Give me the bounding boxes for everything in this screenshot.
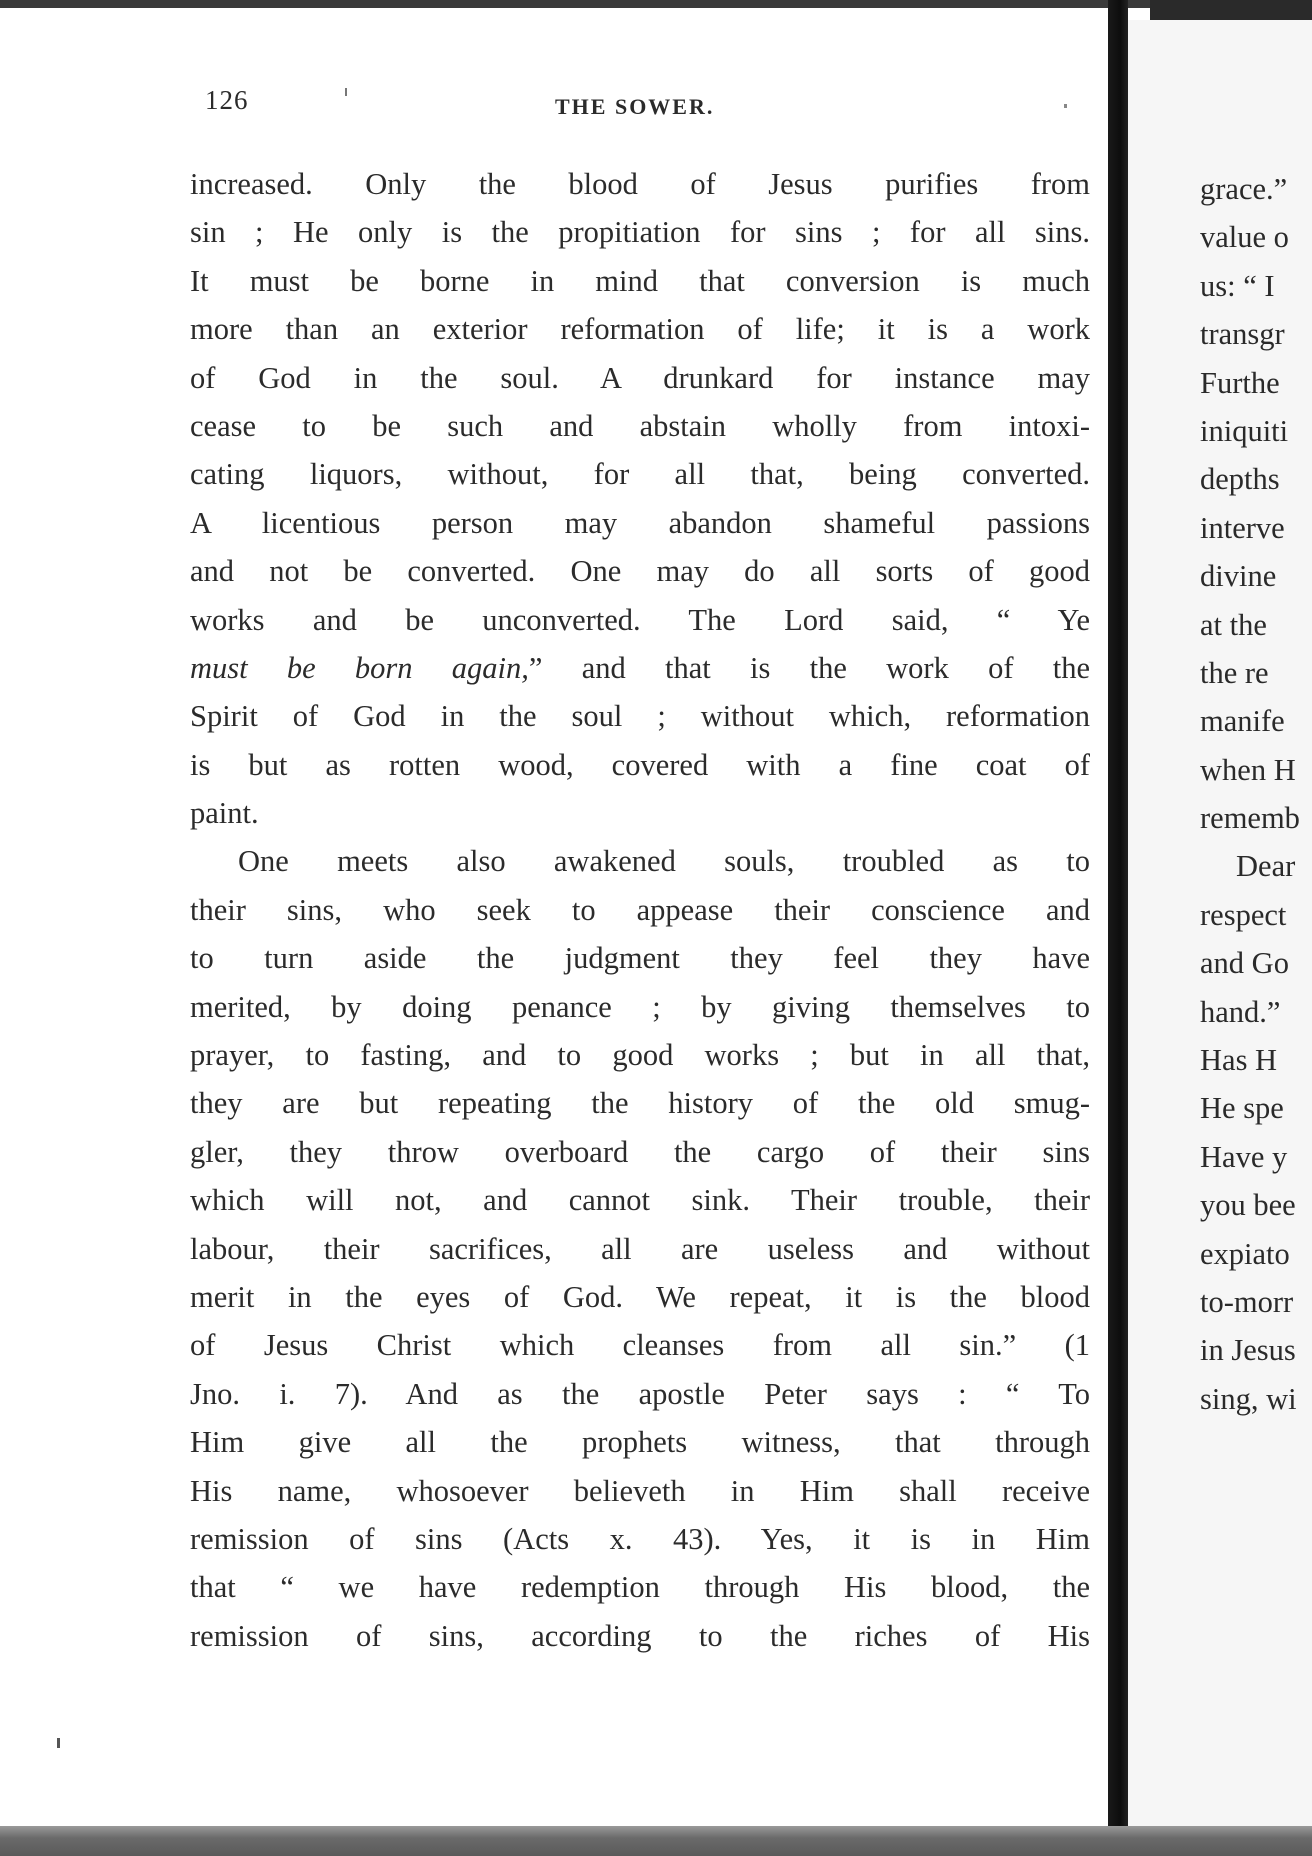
text-line: expiato bbox=[1200, 1236, 1290, 1271]
text-line: to-morr bbox=[1200, 1284, 1294, 1319]
text-line: remission of sins, according to the riches of His bbox=[190, 1618, 1090, 1653]
italic-quote: must be born again, bbox=[190, 650, 529, 685]
text-line: paint. bbox=[190, 796, 259, 831]
text-line: Spirit of God in the soul ; without which, reformation bbox=[190, 699, 1090, 734]
text-line: more than an exterior reformation of life; it is a work bbox=[190, 312, 1090, 347]
text-line: Jno. i. 7). And as the apostle Peter says : “ To bbox=[190, 1376, 1090, 1411]
left-page-body bbox=[190, 160, 1090, 1660]
text-line: sin ; He only is the propitiation for sins ; for all sins. bbox=[190, 215, 1090, 250]
text-line: Furthe bbox=[1200, 365, 1280, 400]
book-gutter bbox=[1108, 0, 1128, 1856]
text-line: cating liquors, without, for all that, being converted. bbox=[190, 457, 1090, 492]
text-line: which will not, and cannot sink. Their trouble, their bbox=[190, 1183, 1090, 1218]
text-line: and Go bbox=[1200, 946, 1289, 981]
text-line: value o bbox=[1200, 220, 1289, 255]
text-line: of Jesus Christ which cleanses from all sin.” (1 bbox=[190, 1328, 1090, 1363]
text-line: Dear bbox=[1236, 849, 1296, 884]
text-line-remainder: ” and that is the work of the bbox=[528, 650, 1090, 685]
running-title: THE SOWER. bbox=[555, 94, 715, 119]
text-line: transgr bbox=[1200, 317, 1285, 352]
text-line: cease to be such and abstain wholly from intoxi- bbox=[190, 408, 1090, 443]
text-line: gler, they throw overboard the cargo of their sins bbox=[190, 1134, 1090, 1169]
text-line: A licentious person may abandon shameful passions bbox=[190, 505, 1090, 540]
text-line: prayer, to fasting, and to good works ; but in all that, bbox=[190, 1038, 1090, 1073]
text-line: Has H bbox=[1200, 1043, 1278, 1078]
right-page-body bbox=[1200, 165, 1312, 1423]
text-line: when H bbox=[1200, 752, 1296, 787]
text-line: and not be converted. One may do all sorts of good bbox=[190, 554, 1090, 589]
text-line: hand.” bbox=[1200, 994, 1281, 1029]
scan-border-top-right bbox=[1150, 0, 1312, 20]
text-line: He spe bbox=[1200, 1091, 1284, 1126]
text-line: It must be borne in mind that conversion is much bbox=[190, 263, 1090, 298]
scan-speck bbox=[345, 88, 347, 96]
text-line: that “ we have redemption through His blood, the bbox=[190, 1570, 1090, 1605]
text-line: interve bbox=[1200, 510, 1285, 545]
text-line: depths bbox=[1200, 462, 1280, 497]
text-line: to turn aside the judgment they feel they have bbox=[190, 941, 1090, 976]
text-line: the re bbox=[1200, 655, 1269, 690]
text-line: works and be unconverted. The Lord said, “ Ye bbox=[190, 602, 1090, 637]
text-line: increased. Only the blood of Jesus purifies from bbox=[190, 167, 1090, 201]
text-line: us: “ I bbox=[1200, 268, 1275, 303]
text-line: merit in the eyes of God. We repeat, it is the blood bbox=[190, 1279, 1090, 1314]
text-line: His name, whosoever believeth in Him shall receive bbox=[190, 1473, 1090, 1508]
text-line: manife bbox=[1200, 704, 1285, 739]
text-line: of God in the soul. A drunkard for instance may bbox=[190, 360, 1090, 395]
text-line: grace.” bbox=[1200, 172, 1288, 206]
text-line: iniquiti bbox=[1200, 413, 1289, 448]
text-line: labour, their sacrifices, all are useless and without bbox=[190, 1231, 1090, 1266]
text-line: their sins, who seek to appease their conscience and bbox=[190, 892, 1090, 927]
page-header bbox=[0, 0, 1108, 120]
text-line: is but as rotten wood, covered with a fine coat of bbox=[190, 747, 1090, 782]
text-line: merited, by doing penance ; by giving themselves to bbox=[190, 989, 1090, 1024]
text-line: One meets also awakened souls, troubled as to bbox=[238, 844, 1090, 879]
text-line: rememb bbox=[1200, 801, 1300, 836]
text-line: Him give all the prophets witness, that through bbox=[190, 1425, 1090, 1460]
text-line: remission of sins (Acts x. 43). Yes, it is in Him bbox=[190, 1521, 1090, 1556]
text-line: divine bbox=[1200, 559, 1277, 594]
page-number: 126 bbox=[205, 85, 249, 115]
text-line: Have y bbox=[1200, 1139, 1288, 1174]
scan-speck bbox=[57, 1738, 60, 1748]
scan-border-bottom bbox=[0, 1826, 1312, 1856]
text-line: at the bbox=[1200, 607, 1267, 642]
text-line-with-italic bbox=[190, 644, 1090, 692]
text-line: sing, wi bbox=[1200, 1381, 1297, 1416]
text-line: they are but repeating the history of the old smug- bbox=[190, 1086, 1090, 1121]
scan-speck bbox=[1064, 104, 1067, 108]
text-line: you bee bbox=[1200, 1188, 1296, 1223]
text-line: in Jesus bbox=[1200, 1333, 1296, 1368]
text-line: respect bbox=[1200, 897, 1287, 932]
